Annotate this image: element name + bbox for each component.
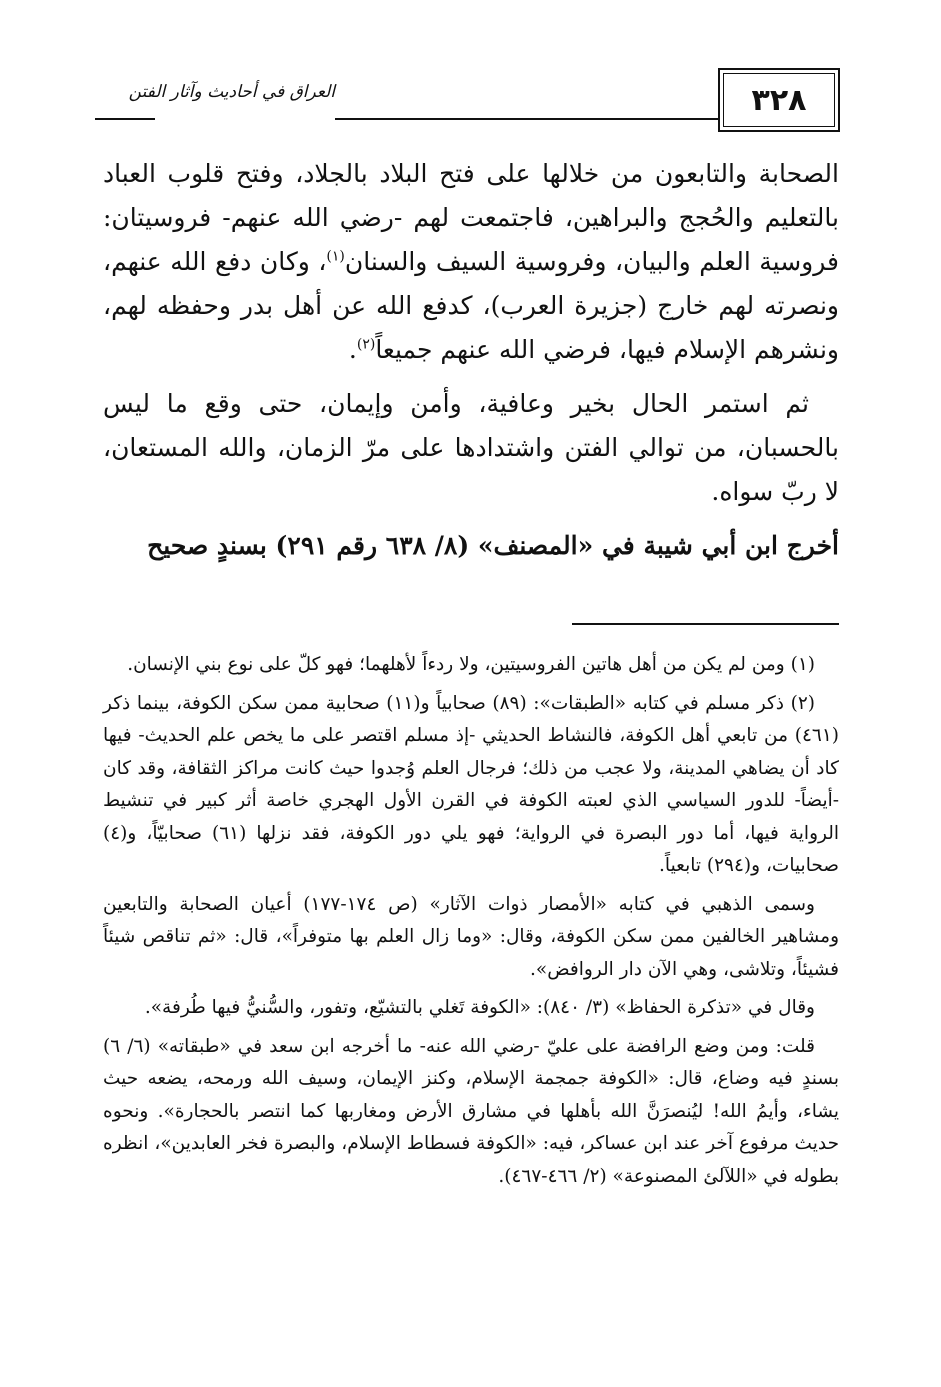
- body-paragraph-source: أخرج ابن أبي شيبة في «المصنف» (٨/ ٦٣٨ رقم ٢٩١) بسندٍ صحيح: [147, 531, 839, 560]
- body-paragraph: ثم استمر الحال بخير وعافية، وأمن وإيمان، حتى وقع ما ليس بالحسبان، من توالي الفتن واشتدادها على مرّ الزمان، والله المستعان، لا ربّ سواه.: [103, 389, 839, 506]
- footnotes: [103, 649, 839, 1199]
- body-paragraph: [103, 152, 839, 372]
- footnote-ref-2[interactable]: (٢): [356, 336, 376, 353]
- page-number-frame: [718, 68, 840, 132]
- footnote-2-continued: وسمى الذهبي في كتابه «الأمصار ذوات الآثار» (ص ١٧٤-١٧٧) أعيان الصحابة والتابعين ومشاهير الخالفين ممن سكن الكوفة، وقال: «وما زال العلم بها متوفراً»، قال: «ثم تناقص شيئاً فشيئاً، وتلاشى، وهي الآن دار الروافض».: [103, 893, 839, 980]
- footnote-2-continued: وقال في «تذكرة الحفاظ» (٣/ ٨٤٠): «الكوفة تَغلي بالتشيّع، وتفور، والسُّنيُّ فيها طُرفة».: [144, 997, 815, 1018]
- footnote-2: (٢) ذكر مسلم في كتابه «الطبقات»: (٨٩) صحابياً و(١١) صحابية ممن سكن الكوفة، بينما ذكر (٤٦١) من تابعي أهل الكوفة، فالنشاط الحديثي -إذ مسلم اقتصر على ما يخص علم الحديث- فيها كاد أن يضاهي المدينة، ولا عجب من ذلك؛ فرجال العلم وُجدوا حيث كانت مراكز الثقافة، وقد كان -أيضاً- للدور السياسي الذي لعبته الكوفة في القرن الأول الهجري خاصة أثر كبير في تنشيط الرواية فيها، أما دور البصرة في الرواية؛ فهو يلي دور الكوفة، فقد نزلها (٦١) صحابيّاً، و(٤) صحابيات، و(٢٩٤) تابعياً.: [103, 692, 840, 876]
- footnote-ref-1[interactable]: (١): [326, 248, 345, 265]
- running-title: العراق في أحاديث وآثار الفتن: [128, 82, 335, 102]
- page-number-inner-frame: [723, 73, 835, 127]
- page-header: [95, 68, 840, 134]
- footnote-separator: [572, 623, 839, 625]
- main-text: [103, 152, 839, 578]
- footnote-1: (١) ومن لم يكن من أهل هاتين الفروسيتين، ولا ردءاً لأهلهما؛ فهو كلّ على نوع بني الإنسان.: [127, 654, 815, 675]
- paragraph-text: الصحابة والتابعون من خلالها على فتح البلاد بالجلاد، وفتح قلوب العباد بالتعليم والحُجج والبراهين، فاجتمعت لهم -رضي الله عنهم- فروسيتان: فروسية العلم والبيان، وفروسية السيف والسنان: [103, 159, 839, 276]
- header-rule: [335, 118, 718, 120]
- paragraph-end: .: [348, 335, 357, 364]
- footnote-2-continued: قلت: ومن وضع الرافضة على عليّ -رضي الله عنه- ما أخرجه ابن سعد في «طبقاته» (٦/ ٦) بسندٍ فيه وضاع، قال: «الكوفة جمجمة الإسلام، وكنز الإيمان، وسيف الله ورمحه، يضعه حيث يشاء، وأيمُ الله! ليُنصرَنَّ الله بأهلها في مشارق الأرض ومغاربها كما انتصر بالحجارة». ونحوه حديث مرفوع آخر عند ابن عساكر، فيه: «الكوفة فسطاط الإسلام، والبصرة فخر العابدين»، انظره بطوله في «اللآلئ المصنوعة» (٢/ ٤٦٦-٤٦٧).: [103, 1035, 839, 1187]
- paragraph-text: ، وكان دفع الله عنهم، ونصرته لهم خارج (جزيرة العرب)، كدفع الله عن أهل بدر وحفظه لهم، ونشرهم الإسلام فيها، فرضي الله عنهم جميعاً: [103, 247, 839, 364]
- page-number: ٣٢٨: [751, 82, 807, 118]
- header-rule-left: [95, 118, 155, 120]
